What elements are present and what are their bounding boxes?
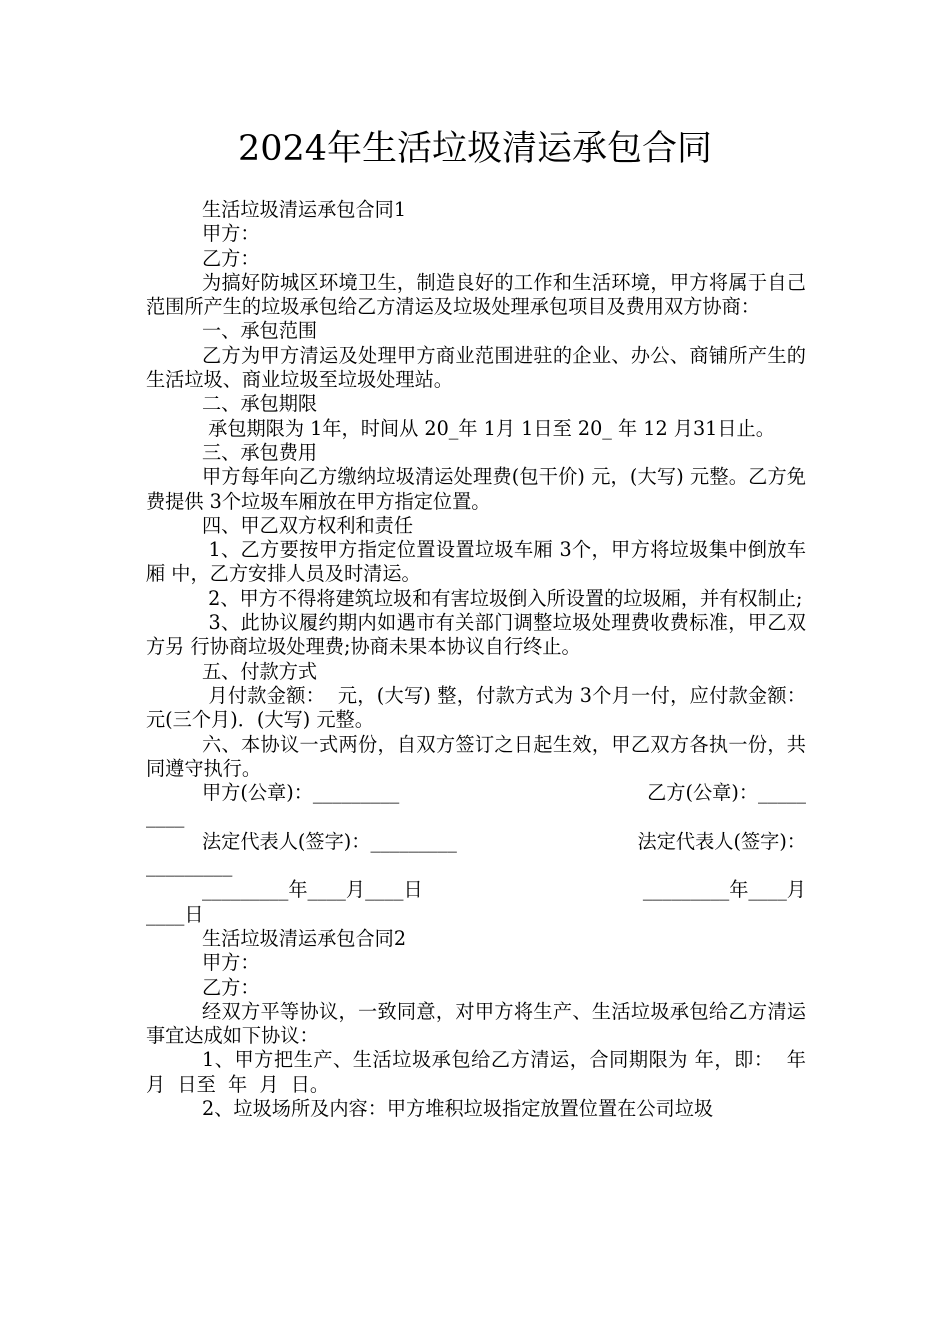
party-b-representative: 法定代表人(签字)：: [637, 829, 806, 853]
section-4-item-2: 2、甲方不得将建筑垃圾和有害垃圾倒入所设置的垃圾厢，并有权制止;: [202, 586, 803, 610]
contract-2-item-2: 2、垃圾场所及内容：甲方堆积垃圾指定放置位置在公司垃圾: [202, 1096, 714, 1120]
section-4-item-3: 3、此协议履约期内如遇市有关部门调整垃圾处理费收费标准，甲乙双方另 行协商垃圾处理费;协商未果本协议自行终止。: [146, 611, 806, 659]
party-b-seal: 乙方(公章)：_____: [647, 781, 806, 805]
document-title: 2024年生活垃圾清运承包合同: [237, 129, 713, 169]
seal-line: [146, 781, 806, 805]
party-b-line: 乙方：: [202, 246, 260, 270]
section-1-heading: 一、承包范围: [202, 319, 318, 343]
date-line: [146, 878, 806, 902]
section-2-text: 承包期限为 1年，时间从 20_年 1月 1日至 20_ 年 12 月31日止。: [202, 416, 775, 440]
party-b-date: _________年____月: [642, 878, 806, 902]
section-2-heading: 二、承包期限: [202, 392, 318, 416]
contract-1-intro: 为搞好防城区环境卫生，制造良好的工作和生活环境，甲方将属于自己范围所产生的垃圾承包给乙方清运及垃圾处理承包项目及费用双方协商：: [146, 270, 806, 319]
section-3-text: 甲方每年向乙方缴纳垃圾清运处理费(包干价) 元，(大写) 元整。乙方免费提供 3个垃圾车厢放在甲方指定位置。: [146, 465, 806, 513]
party-b-representative-continued: _________: [146, 854, 233, 878]
contract-2-item-1: 1、甲方把生产、生活垃圾承包给乙方清运，合同期限为 年，即： 年 月 日至 年 月 日。: [146, 1048, 819, 1096]
party-a-line: 甲方：: [202, 222, 260, 246]
contract-1-heading: 生活垃圾清运承包合同1: [202, 198, 407, 221]
section-4-heading: 四、甲乙双方权利和责任: [202, 513, 414, 537]
contract-2-party-a: 甲方：: [202, 951, 260, 975]
section-6-text: 六、本协议一式两份，自双方签订之日起生效，甲乙双方各执一份，共同遵守执行。: [146, 732, 806, 780]
contract-2-intro: 经双方平等协议，一致同意，对甲方将生产、生活垃圾承包给乙方清运事宜达成如下协议：: [146, 999, 806, 1048]
party-b-date-continued: ____日: [146, 902, 204, 926]
section-1-text: 乙方为甲方清运及处理甲方商业范围进驻的企业、办公、商铺所产生的生活垃圾、商业垃圾至垃圾处理站。: [146, 343, 806, 392]
representative-line: [146, 830, 806, 854]
section-5-text: 月付款金额： 元，(大写) 整，付款方式为 3个月一付，应付款金额： 元(三个月)．(大写) 元整。: [146, 683, 819, 732]
party-a-representative: 法定代表人(签字)：_________: [202, 829, 457, 853]
contract-2-heading: 生活垃圾清运承包合同2: [202, 926, 407, 950]
party-a-seal: 甲方(公章)：_________: [202, 781, 400, 805]
party-a-date: _________年____月____日: [202, 878, 423, 902]
party-b-seal-continued: ____: [146, 805, 185, 829]
section-5-heading: 五、付款方式: [202, 659, 318, 683]
section-3-heading: 三、承包费用: [202, 440, 318, 464]
contract-2-party-b: 乙方：: [202, 975, 260, 999]
section-4-item-1: 1、乙方要按甲方指定位置设置垃圾车厢 3个，甲方将垃圾集中倒放车厢 中，乙方安排人员及时清运。: [146, 538, 806, 586]
document-body: [146, 198, 819, 1121]
